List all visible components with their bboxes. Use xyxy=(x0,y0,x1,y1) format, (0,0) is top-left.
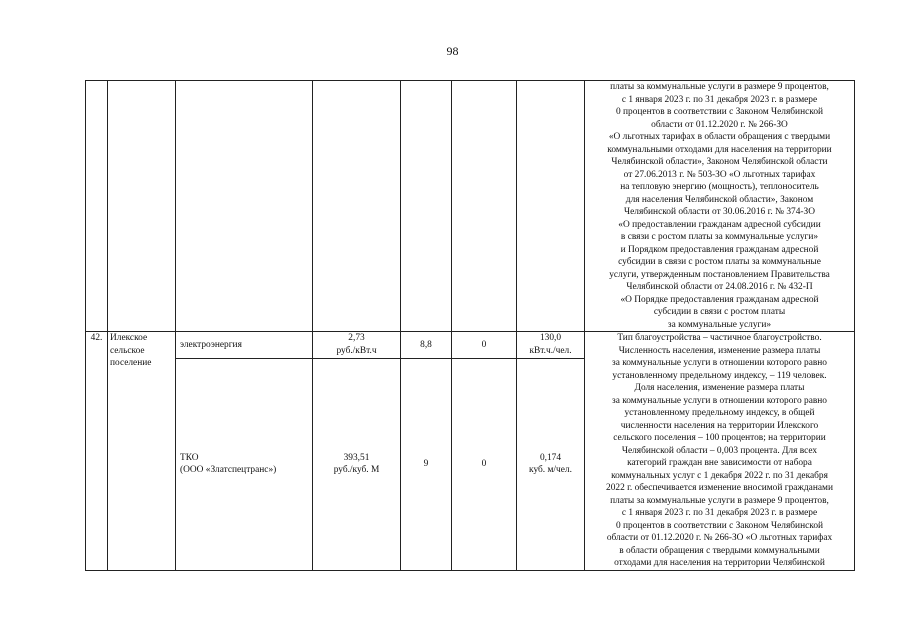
tariff-table xyxy=(85,80,855,571)
service-tariff: 2,73 руб./кВт.ч xyxy=(313,332,401,359)
table-row-electricity xyxy=(86,332,855,359)
service-volume: 130,0 кВт.ч./чел. xyxy=(517,332,585,359)
row-number: 42. xyxy=(86,332,108,571)
description-cell: платы за коммунальные услуги в размере 9 процентов, с 1 января 2023 г. по 31 декабря 2023 г. в размере 0 процентов в соответствии с Законом Челябинской области от 01.12.2020 г. № 266-ЗО «О льготных тарифах в области обращения с твердыми коммунальными отходами для населения на территории Челябинской области», Законом Челябинской области от 27.06.2013 г. № 503-ЗО «О льготных тарифах на тепловую энергию (мощность), теплоноситель для населения Челябинской области», Законом Челябинской области от 30.06.2016 г. № 374-ЗО «О предоставлении гражданам адресной субсидии в связи с ростом платы за коммунальные услуги» и Порядком предоставления гражданам адресной субсидии в связи с ростом платы за коммунальные услуги, утвержденным постановлением Правительства Челябинской области от 24.08.2016 г. № 432-П «О Порядке предоставления гражданам адресной субсидии в связи с ростом платы за коммунальные услуги» xyxy=(585,81,855,332)
service-value: 0 xyxy=(452,358,517,570)
page-number: 98 xyxy=(446,44,459,58)
empty-cell xyxy=(517,81,585,332)
empty-cell xyxy=(86,81,108,332)
empty-cell xyxy=(313,81,401,332)
service-name: электроэнергия xyxy=(176,332,313,359)
service-tariff: 393,51 руб./куб. М xyxy=(313,358,401,570)
empty-cell xyxy=(452,81,517,332)
empty-cell xyxy=(401,81,452,332)
service-index: 8,8 xyxy=(401,332,452,359)
service-value: 0 xyxy=(452,332,517,359)
service-index: 9 xyxy=(401,358,452,570)
service-name: ТКО (ООО «Златспецтранс») xyxy=(176,358,313,570)
empty-cell xyxy=(176,81,313,332)
settlement-name: Илекское сельское поселение xyxy=(108,332,176,571)
description-cell: Тип благоустройства – частичное благоустройство. Численность населения, изменение размера платы за коммунальные услуги в отношении которого равно установленному предельному индексу, – 119 человек. Доля населения, изменение размера платы за коммунальные услуги в отношении которого равно установленному предельному индексу, в общей численности населения на территории Илекского сельского поселения – 100 процентов; на территории Челябинской области – 0,003 процента. Для всех категорий граждан вне зависимости от набора коммунальных услуг с 1 декабря 2022 г. по 31 декабря 2022 г. обеспечивается изменение вносимой гражданами платы за коммунальные услуги в размере 9 процентов, с 1 января 2023 г. по 31 декабря 2023 г. в размере 0 процентов в соответствии с Законом Челябинской области от 01.12.2020 г. № 266-ЗО «О льготных тарифах в области обращения с твердыми коммунальными отходами для населения на территории Челябинской xyxy=(585,332,855,571)
empty-cell xyxy=(108,81,176,332)
service-volume: 0,174 куб. м/чел. xyxy=(517,358,585,570)
table-row-continued xyxy=(86,81,855,332)
